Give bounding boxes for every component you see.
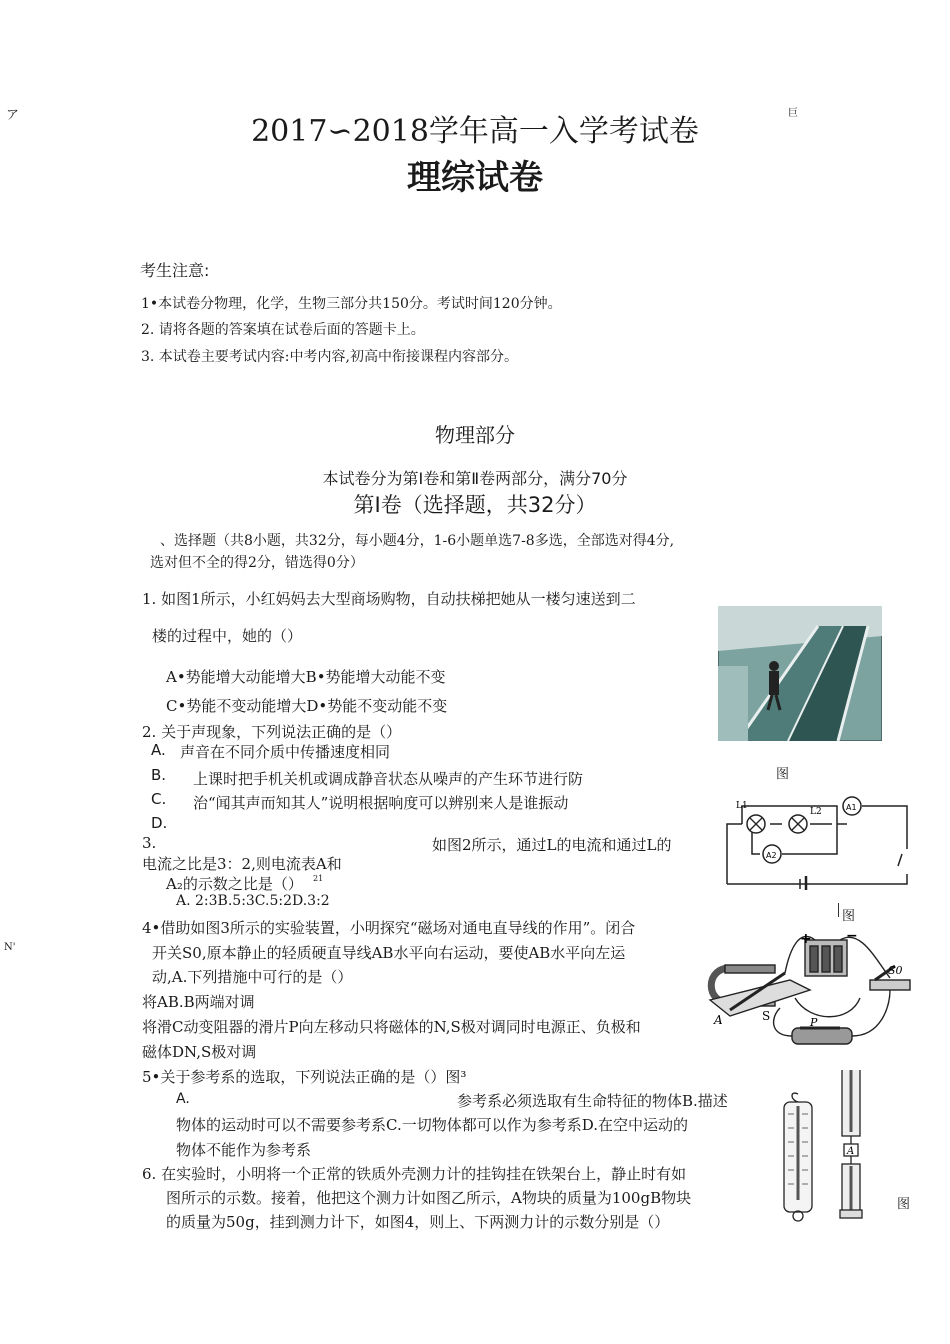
margin-mark: N' xyxy=(4,942,16,953)
footnote-mark: 21 xyxy=(313,874,324,883)
question-5-text: 参考系必须选取有生命特征的物体B.描述 xyxy=(457,1092,728,1110)
circuit-diagram xyxy=(722,784,912,890)
option-label: A. xyxy=(151,741,166,759)
notice-item: 1•本试卷分物理，化学，生物三部分共150分。考试时间120分钟。 xyxy=(141,296,562,312)
question-4-stem: 开关S0,原本静止的轻质硬直导线AB水平向右运动，要使AB水平向左运 xyxy=(152,944,626,962)
margin-mark: ア xyxy=(6,108,20,123)
question-1-stem: 楼的过程中，她的（） xyxy=(152,627,303,645)
part-title: 第Ⅰ卷（选择题，共32分） xyxy=(353,493,597,517)
battery-minus-label: − xyxy=(846,928,858,944)
notice-item: 3. 本试卷主要考试内容:中考内容,初高中衔接课程内容部分。 xyxy=(141,349,518,365)
magnet-apparatus-diagram xyxy=(700,928,920,1068)
exam-subtitle: 理综试卷 xyxy=(407,158,543,198)
instructions: 、选择题（共8小题，共32分，每小题4分，1-6小题单选7-8多选，全部选对得4分, xyxy=(160,533,675,549)
magnet-pole-label: S xyxy=(762,1009,771,1023)
question-4-option: 将滑C动变阻器的滑片P向左移动只将磁体的N,S极对调同时电源正、负极和 xyxy=(142,1018,641,1036)
question-4-option: 将AB.B两端对调 xyxy=(142,993,255,1011)
question-4-option: 磁体DN,S极对调 xyxy=(142,1043,257,1061)
spring-scales-diagram xyxy=(770,1070,880,1230)
escalator-photo xyxy=(718,606,882,741)
question-4-stem: 4•借助如图3所示的实验装置，小明探究“磁场对通电直导线的作用”。闭合 xyxy=(142,919,636,937)
option-label: D. xyxy=(151,814,168,832)
question-3-number: 3. xyxy=(142,834,157,852)
question-6-stem: 图所示的示数。接着，他把这个测力计如图乙所示，A物块的质量为100gB物块 xyxy=(166,1189,692,1207)
question-6-stem: 的质量为50g，挂到测力计下，如图4，则上、下两测力计的示数分别是（） xyxy=(166,1213,670,1231)
rod-end-label: A xyxy=(714,1013,723,1027)
question-6-stem: 6. 在实验时，小明将一个正常的铁质外壳测力计的挂钩挂在铁架台上，静止时有如 xyxy=(142,1165,687,1183)
question-3-stem: 如图2所示，通过L的电流和通过L的 xyxy=(432,836,672,854)
section-title: 物理部分 xyxy=(435,423,515,447)
margin-mark: 巨 xyxy=(788,108,798,119)
question-1-options: A•势能增大动能增大B•势能增大动能不变 xyxy=(166,668,446,686)
question-2-option-b: 上课时把手机关机或调成静音状态从噪声的产生环节进行防 xyxy=(193,770,584,788)
option-label: C. xyxy=(151,790,167,808)
figure-label: 图 xyxy=(776,767,790,782)
question-2-stem: 2. 关于声现象，下列说法正确的是（） xyxy=(142,723,402,741)
question-3-stem: A₂的示数之比是（） xyxy=(166,875,303,893)
question-1-options: C•势能不变动能增大D•势能不变动能不变 xyxy=(166,697,448,715)
question-5-stem: 5•关于参考系的选取，下列说法正确的是（）图³ xyxy=(142,1068,467,1086)
switch-label: S0 xyxy=(888,964,903,977)
question-2-option-a: 声音在不同介质中传播速度相同 xyxy=(180,743,391,761)
ammeter-a2-label: A2 xyxy=(766,851,777,860)
exam-title: 2017∽2018学年高一入学考试卷 xyxy=(251,114,699,149)
notice-item: 2. 请将各题的答案填在试卷后面的答题卡上。 xyxy=(141,322,425,338)
question-3-stem: 电流之比是3：2,则电流表A和 xyxy=(142,855,342,873)
notice-heading: 考生注意: xyxy=(140,261,210,280)
question-5-text: 物体的运动时可以不需要参考系C.一切物体都可以作为参考系D.在空中运动的 xyxy=(176,1116,688,1134)
option-label: A. xyxy=(176,1091,190,1107)
slider-label: P xyxy=(810,1016,818,1029)
section-intro: 本试卷分为第Ⅰ卷和第Ⅱ卷两部分，满分70分 xyxy=(322,469,628,488)
figure-label: 图 xyxy=(897,1197,911,1212)
question-2-option-c: 治“闻其声而知其人”说明根据响度可以辨别来人是谁振动 xyxy=(193,794,569,812)
battery-plus-label: + xyxy=(800,931,812,947)
block-a-label: A xyxy=(847,1146,855,1157)
figure-label: 图 xyxy=(842,909,856,924)
instructions: 选对但不全的得2分，错选得0分） xyxy=(150,555,364,571)
question-5-text: 物体不能作为参考系 xyxy=(176,1141,312,1159)
lamp-l1-label: L1 xyxy=(736,801,748,811)
question-3-options: A. 2:3B.5:3C.5:2D.3:2 xyxy=(176,893,330,909)
option-label: B. xyxy=(151,766,167,784)
lamp-l2-label: L2 xyxy=(810,807,822,817)
question-4-stem: 动,A.下列措施中可行的是（） xyxy=(152,968,353,986)
question-1-stem: 1. 如图1所示，小红妈妈去大型商场购物，自动扶梯把她从一楼匀速送到二 xyxy=(142,590,636,608)
ammeter-a1-label: A1 xyxy=(846,803,857,812)
